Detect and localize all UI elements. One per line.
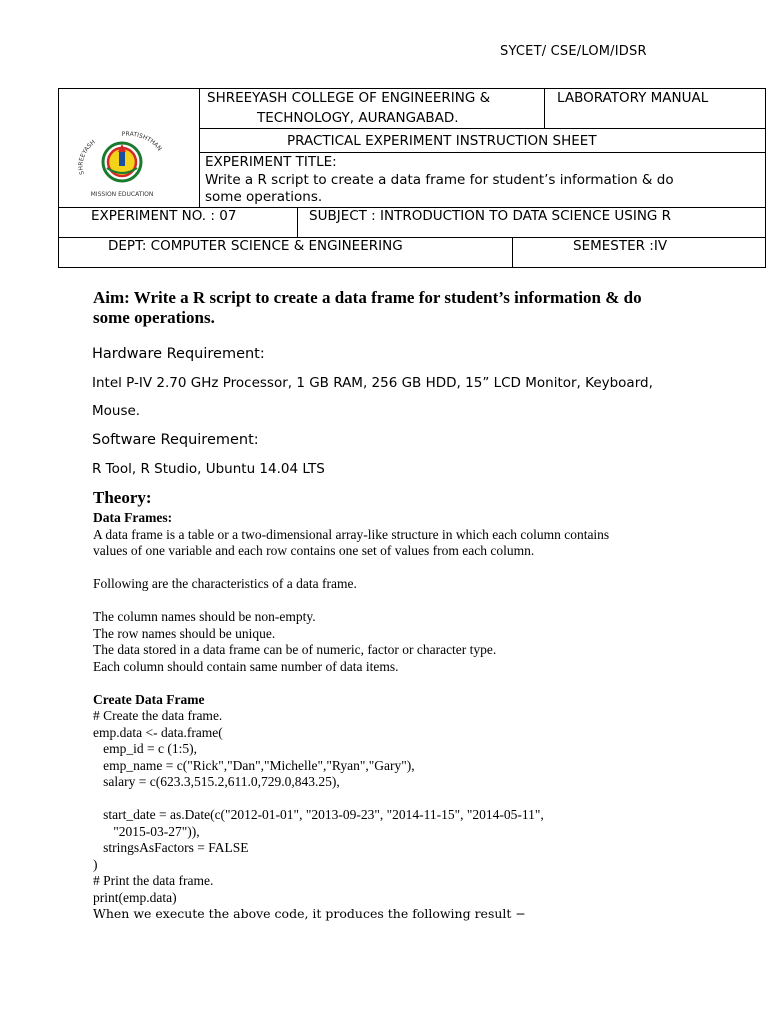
subject: SUBJECT : INTRODUCTION TO DATA SCIENCE USING R [309, 208, 672, 224]
svg-text:SHREEYASH [78, 139, 97, 175]
table-divider [199, 128, 766, 129]
aim-line2: some operations. [93, 308, 215, 327]
software-text: R Tool, R Studio, Ubuntu 14.04 LTS [92, 461, 325, 477]
hardware-line2: Mouse. [92, 403, 141, 419]
characteristic-item: The data stored in a data frame can be of numeric, factor or character type. [93, 642, 497, 657]
table-divider [199, 88, 200, 207]
code-line: # Create the data frame. [93, 708, 223, 723]
code-line: print(emp.data) [93, 889, 177, 905]
sheet-title: PRACTICAL EXPERIMENT INSTRUCTION SHEET [287, 133, 597, 149]
hardware-heading: Hardware Requirement: [92, 346, 265, 362]
college-name-line1: SHREEYASH COLLEGE OF ENGINEERING & [207, 90, 491, 106]
characteristics-intro: Following are the characteristics of a data frame. [93, 576, 357, 591]
result-line: When we execute the above code, it produces the following result − [93, 906, 526, 921]
logo-bottom-text: MISSION EDUCATION [90, 191, 154, 198]
code-line: salary = c(623.3,515.2,611.0,729.0,843.25), [93, 774, 340, 789]
table-divider [199, 152, 766, 153]
logo-arc-left-text: SHREEYASH [77, 138, 97, 176]
code-line: emp_name = c("Rick","Dan","Michelle","Ryan","Gary"), [93, 757, 415, 773]
code-line: emp.data <- data.frame( [93, 724, 223, 740]
experiment-title-label: EXPERIMENT TITLE: [205, 154, 337, 170]
code-line: start_date = as.Date(c("2012-01-01", "2013-09-23", "2014-11-15", "2014-05-11", [93, 807, 544, 822]
document-code: SYCET/ CSE/LOM/IDSR [500, 44, 647, 59]
department: DEPT: COMPUTER SCIENCE & ENGINEERING [108, 238, 403, 254]
code-line: # Print the data frame. [93, 873, 214, 888]
semester: SEMESTER :IV [573, 238, 668, 254]
logo-arc-right-text: PRATISHTHAN [121, 130, 163, 153]
create-data-frame-heading: Create Data Frame [93, 691, 205, 707]
characteristic-item: The column names should be non-empty. [93, 609, 316, 624]
table-divider [544, 88, 545, 128]
college-logo [74, 130, 170, 200]
code-line: stringsAsFactors = FALSE [93, 840, 249, 855]
code-line: emp_id = c (1:5), [93, 741, 197, 756]
manual-label: LABORATORY MANUAL [557, 90, 709, 106]
aim-line1: Aim: Write a R script to create a data frame for student’s information & do [93, 288, 642, 307]
intro-line2: values of one variable and each row contains one set of values from each column. [93, 543, 535, 558]
table-divider [512, 237, 513, 268]
code-line: "2015-03-27")), [93, 823, 200, 839]
theory-body [93, 510, 753, 923]
software-heading: Software Requirement: [92, 432, 259, 448]
data-frames-subheading: Data Frames: [93, 510, 173, 525]
table-divider [297, 207, 298, 237]
intro-line1: A data frame is a table or a two-dimensional array-like structure in which each column contains [93, 526, 610, 542]
hardware-line1: Intel P-IV 2.70 GHz Processor, 1 GB RAM, 256 GB HDD, 15” LCD Monitor, Keyboard, [92, 375, 653, 391]
college-name-line2: TECHNOLOGY, AURANGABAD. [257, 110, 459, 126]
code-line [93, 791, 753, 808]
experiment-title-line2: some operations. [205, 189, 323, 205]
characteristic-item: Each column should contain same number of data items. [93, 658, 399, 674]
code-line: ) [93, 856, 98, 872]
characteristic-item: The row names should be unique. [93, 625, 276, 641]
aim-section [93, 288, 753, 328]
experiment-title-line1: Write a R script to create a data frame for student’s information & do [205, 172, 674, 188]
experiment-number: EXPERIMENT NO. : 07 [91, 208, 237, 224]
theory-heading: Theory: [93, 488, 152, 507]
